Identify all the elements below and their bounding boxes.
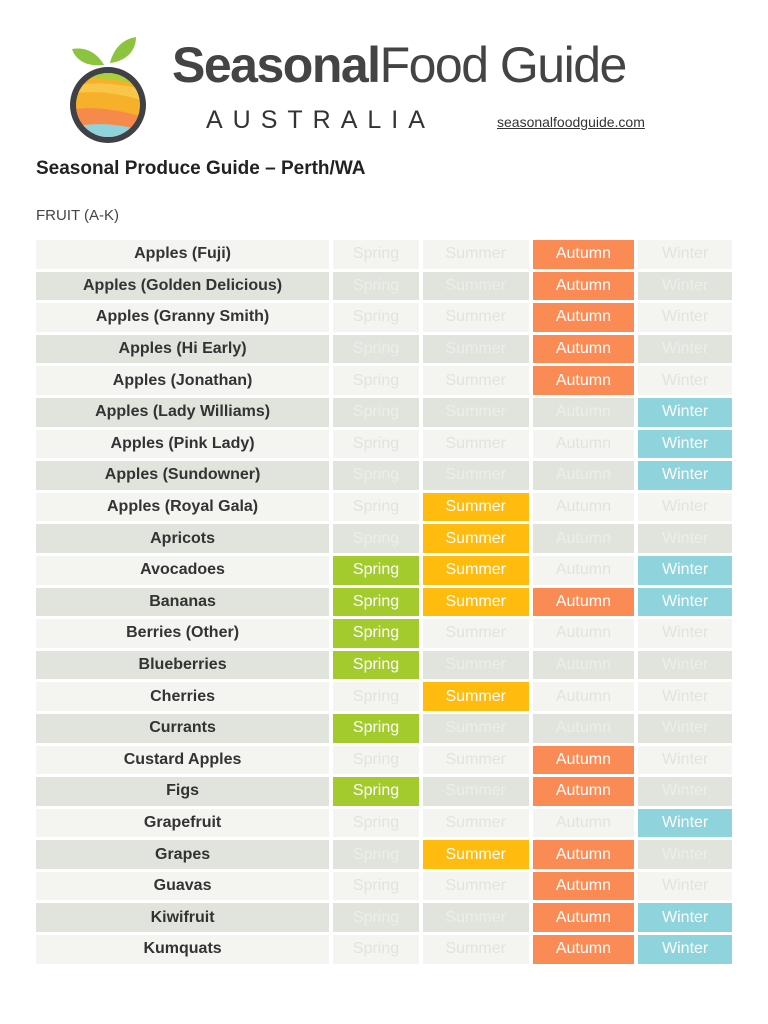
autumn-cell: Autumn [533,651,635,680]
spring-cell: Spring [333,588,419,617]
spring-cell: Spring [333,651,419,680]
table-row [36,714,732,743]
table-row [36,461,732,490]
produce-name: Grapefruit [36,809,329,838]
autumn-cell: Autumn [533,303,635,332]
table-row [36,556,732,585]
produce-name: Figs [36,777,329,806]
produce-name: Grapes [36,840,329,869]
summer-cell: Summer [423,303,529,332]
winter-cell: Winter [638,935,732,964]
table-row [36,809,732,838]
website-link[interactable]: seasonalfoodguide.com [497,114,645,130]
spring-cell: Spring [333,493,419,522]
autumn-cell: Autumn [533,430,635,459]
produce-name: Apples (Sundowner) [36,461,329,490]
winter-cell: Winter [638,430,732,459]
winter-cell: Winter [638,366,732,395]
summer-cell: Summer [423,556,529,585]
produce-name: Avocadoes [36,556,329,585]
autumn-cell: Autumn [533,366,635,395]
summer-cell: Summer [423,619,529,648]
table-row [36,619,732,648]
table-row [36,524,732,553]
winter-cell: Winter [638,335,732,364]
autumn-cell: Autumn [533,619,635,648]
table-row [36,398,732,427]
table-row [36,430,732,459]
produce-name: Apples (Lady Williams) [36,398,329,427]
summer-cell: Summer [423,430,529,459]
produce-name: Apples (Golden Delicious) [36,272,329,301]
autumn-cell: Autumn [533,746,635,775]
produce-name: Apples (Hi Early) [36,335,329,364]
brand-name [172,37,626,93]
autumn-cell: Autumn [533,935,635,964]
winter-cell: Winter [638,240,732,269]
winter-cell: Winter [638,777,732,806]
winter-cell: Winter [638,556,732,585]
autumn-cell: Autumn [533,240,635,269]
spring-cell: Spring [333,840,419,869]
summer-cell: Summer [423,398,529,427]
autumn-cell: Autumn [533,524,635,553]
spring-cell: Spring [333,809,419,838]
autumn-cell: Autumn [533,840,635,869]
brand-subtitle: AUSTRALIA [206,106,435,134]
winter-cell: Winter [638,714,732,743]
winter-cell: Winter [638,588,732,617]
summer-cell: Summer [423,872,529,901]
autumn-cell: Autumn [533,777,635,806]
spring-cell: Spring [333,903,419,932]
autumn-cell: Autumn [533,588,635,617]
spring-cell: Spring [333,398,419,427]
table-row [36,366,732,395]
winter-cell: Winter [638,398,732,427]
produce-name: Blueberries [36,651,329,680]
summer-cell: Summer [423,366,529,395]
brand-name-bold: Seasonal [172,37,380,93]
table-row [36,272,732,301]
summer-cell: Summer [423,272,529,301]
spring-cell: Spring [333,556,419,585]
spring-cell: Spring [333,272,419,301]
produce-name: Bananas [36,588,329,617]
winter-cell: Winter [638,809,732,838]
summer-cell: Summer [423,840,529,869]
spring-cell: Spring [333,524,419,553]
autumn-cell: Autumn [533,493,635,522]
winter-cell: Winter [638,303,732,332]
produce-name: Custard Apples [36,746,329,775]
produce-name: Apples (Royal Gala) [36,493,329,522]
table-row [36,651,732,680]
table-row [36,840,732,869]
spring-cell: Spring [333,714,419,743]
autumn-cell: Autumn [533,682,635,711]
winter-cell: Winter [638,840,732,869]
summer-cell: Summer [423,935,529,964]
produce-name: Kumquats [36,935,329,964]
produce-name: Apples (Pink Lady) [36,430,329,459]
autumn-cell: Autumn [533,903,635,932]
winter-cell: Winter [638,651,732,680]
autumn-cell: Autumn [533,872,635,901]
table-row [36,746,732,775]
autumn-cell: Autumn [533,398,635,427]
autumn-cell: Autumn [533,809,635,838]
summer-cell: Summer [423,651,529,680]
summer-cell: Summer [423,809,529,838]
table-row [36,335,732,364]
table-row [36,240,732,269]
autumn-cell: Autumn [533,461,635,490]
winter-cell: Winter [638,746,732,775]
autumn-cell: Autumn [533,272,635,301]
spring-cell: Spring [333,872,419,901]
table-row [36,493,732,522]
section-label: FRUIT (A-K) [36,207,120,224]
spring-cell: Spring [333,619,419,648]
produce-name: Berries (Other) [36,619,329,648]
spring-cell: Spring [333,366,419,395]
summer-cell: Summer [423,240,529,269]
table-row [36,777,732,806]
spring-cell: Spring [333,746,419,775]
autumn-cell: Autumn [533,714,635,743]
spring-cell: Spring [333,240,419,269]
winter-cell: Winter [638,619,732,648]
winter-cell: Winter [638,272,732,301]
spring-cell: Spring [333,682,419,711]
produce-name: Cherries [36,682,329,711]
spring-cell: Spring [333,335,419,364]
spring-cell: Spring [333,303,419,332]
table-row [36,935,732,964]
summer-cell: Summer [423,746,529,775]
produce-name: Apples (Jonathan) [36,366,329,395]
winter-cell: Winter [638,872,732,901]
produce-name: Kiwifruit [36,903,329,932]
header [0,0,768,150]
orange-logo-icon [66,33,150,145]
table-row [36,303,732,332]
winter-cell: Winter [638,682,732,711]
summer-cell: Summer [423,777,529,806]
summer-cell: Summer [423,461,529,490]
spring-cell: Spring [333,777,419,806]
winter-cell: Winter [638,524,732,553]
produce-name: Guavas [36,872,329,901]
summer-cell: Summer [423,493,529,522]
summer-cell: Summer [423,903,529,932]
spring-cell: Spring [333,461,419,490]
autumn-cell: Autumn [533,335,635,364]
produce-name: Apples (Fuji) [36,240,329,269]
produce-table [36,240,732,967]
spring-cell: Spring [333,935,419,964]
summer-cell: Summer [423,682,529,711]
summer-cell: Summer [423,714,529,743]
winter-cell: Winter [638,461,732,490]
summer-cell: Summer [423,588,529,617]
winter-cell: Winter [638,903,732,932]
produce-name: Apples (Granny Smith) [36,303,329,332]
produce-name: Apricots [36,524,329,553]
winter-cell: Winter [638,493,732,522]
page-title: Seasonal Produce Guide – Perth/WA [36,158,366,179]
spring-cell: Spring [333,430,419,459]
autumn-cell: Autumn [533,556,635,585]
produce-name: Currants [36,714,329,743]
brand-name-light: Food Guide [379,37,626,93]
table-row [36,903,732,932]
summer-cell: Summer [423,335,529,364]
table-row [36,872,732,901]
table-row [36,682,732,711]
table-row [36,588,732,617]
summer-cell: Summer [423,524,529,553]
